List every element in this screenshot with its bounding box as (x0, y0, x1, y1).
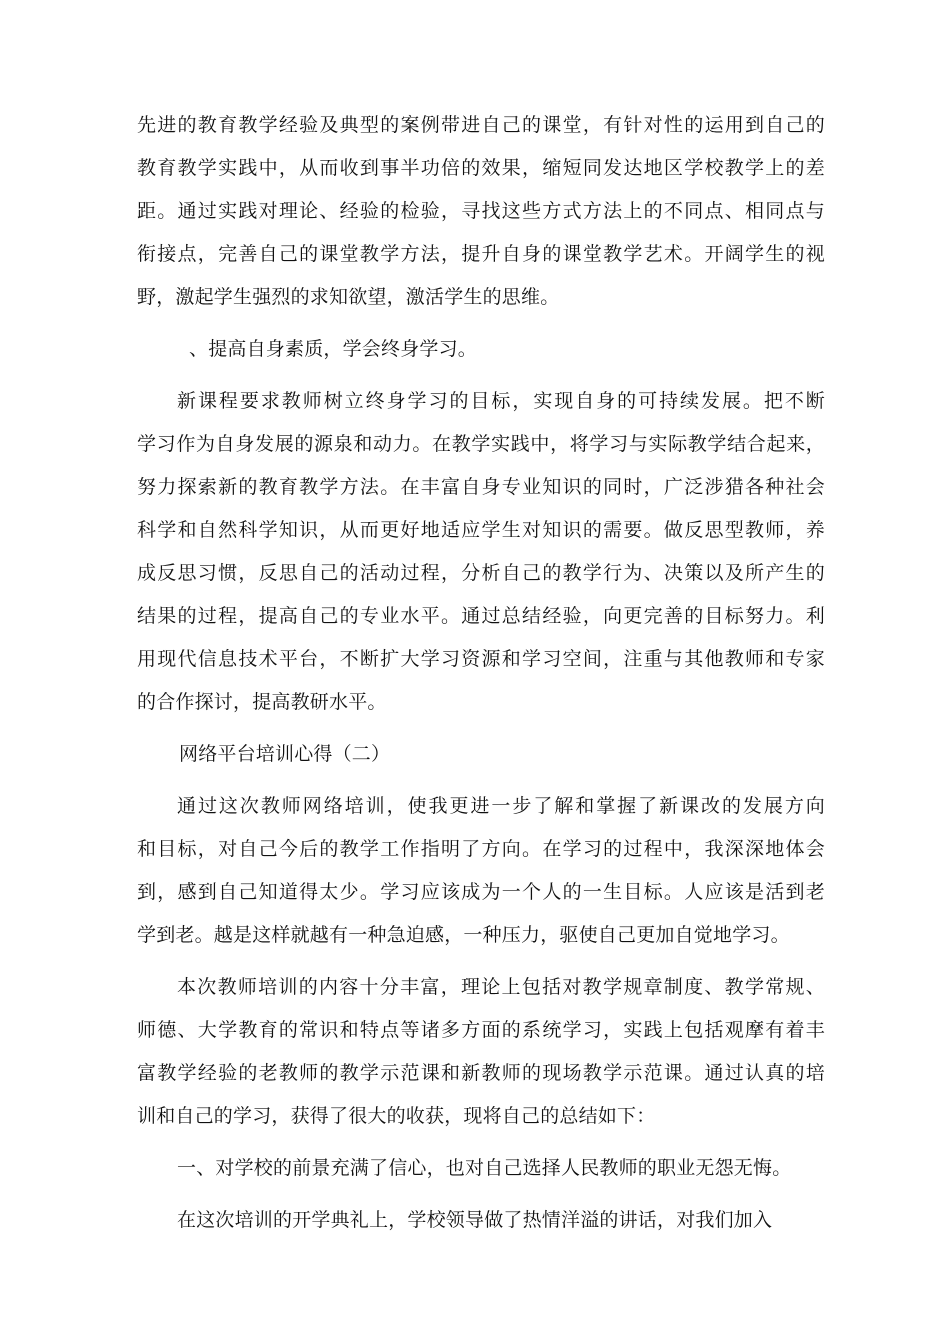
paragraph (137, 380, 825, 724)
paragraph (137, 1199, 825, 1242)
heading-line: 、提高自身素质，学会终身学习。 (189, 338, 478, 360)
text-line: 学习作为自身发展的源泉和动力。在教学实践中，将学习与实际教学结合起来， (137, 433, 825, 455)
text-line: 距。通过实践对理论、经验的检验，寻找这些方式方法上的不同点、相同点与 (137, 200, 825, 222)
document-page (137, 104, 825, 1242)
text-line: 努力探索新的教育教学方法。在丰富自身专业知识的同时，广泛涉猎各种社会 (137, 476, 825, 498)
text-line: 富教学经验的老教师的教学示范课和新教师的现场教学示范课。通过认真的培 (137, 1062, 825, 1084)
text-line: 本次教师培训的内容十分丰富，理论上包括对教学规章制度、教学常规、 (177, 976, 825, 998)
text-line: 和目标，对自己今后的教学工作指明了方向。在学习的过程中，我深深地体会 (137, 838, 825, 860)
text-line: 学到老。越是这样就越有一种急迫感，一种压力，驱使自己更加自觉地学习。 (137, 924, 790, 946)
document-heading (137, 733, 825, 776)
text-line: 先进的教育教学经验及典型的案例带进自己的课堂，有针对性的运用到自己的 (137, 114, 825, 136)
text-line: 到，感到自己知道得太少。学习应该成为一个人的一生目标。人应该是活到老 (137, 881, 825, 903)
section-heading (137, 328, 825, 371)
text-line: 用现代信息技术平台，不断扩大学习资源和学习空间，注重与其他教师和专家 (137, 648, 825, 670)
text-line: 教育教学实践中，从而收到事半功倍的效果，缩短同发达地区学校教学上的差 (137, 157, 825, 179)
text-line: 新课程要求教师树立终身学习的目标，实现自身的可持续发展。把不断 (177, 390, 825, 412)
text-line: 的合作探讨，提高教研水平。 (137, 691, 387, 713)
text-line: 野，激起学生强烈的求知欲望，激活学生的思维。 (137, 286, 560, 308)
text-line: 结果的过程，提高自己的专业水平。通过总结经验，向更完善的目标努力。利 (137, 605, 825, 627)
paragraph (137, 1147, 825, 1190)
heading-line: 网络平台培训心得（二） (179, 743, 391, 765)
text-line: 训和自己的学习，获得了很大的收获，现将自己的总结如下： (137, 1105, 656, 1127)
text-line: 通过这次教师网络培训，使我更进一步了解和掌握了新课改的发展方向 (177, 795, 825, 817)
text-line: 师德、大学教育的常识和特点等诸多方面的系统学习，实践上包括观摩有着丰 (137, 1019, 825, 1041)
text-line: 成反思习惯，反思自己的活动过程，分析自己的教学行为、决策以及所产生的 (137, 562, 825, 584)
paragraph (137, 966, 825, 1138)
text-line: 在这次培训的开学典礼上，学校领导做了热情洋溢的讲话，对我们加入 (177, 1209, 773, 1231)
text-line: 科学和自然科学知识，从而更好地适应学生对知识的需要。做反思型教师，养 (137, 519, 825, 541)
text-line: 衔接点，完善自己的课堂教学方法，提升自身的课堂教学艺术。开阔学生的视 (137, 243, 825, 265)
text-line: 一、对学校的前景充满了信心，也对自己选择人民教师的职业无怨无悔。 (177, 1157, 792, 1179)
paragraph (137, 785, 825, 957)
paragraph (137, 104, 825, 319)
